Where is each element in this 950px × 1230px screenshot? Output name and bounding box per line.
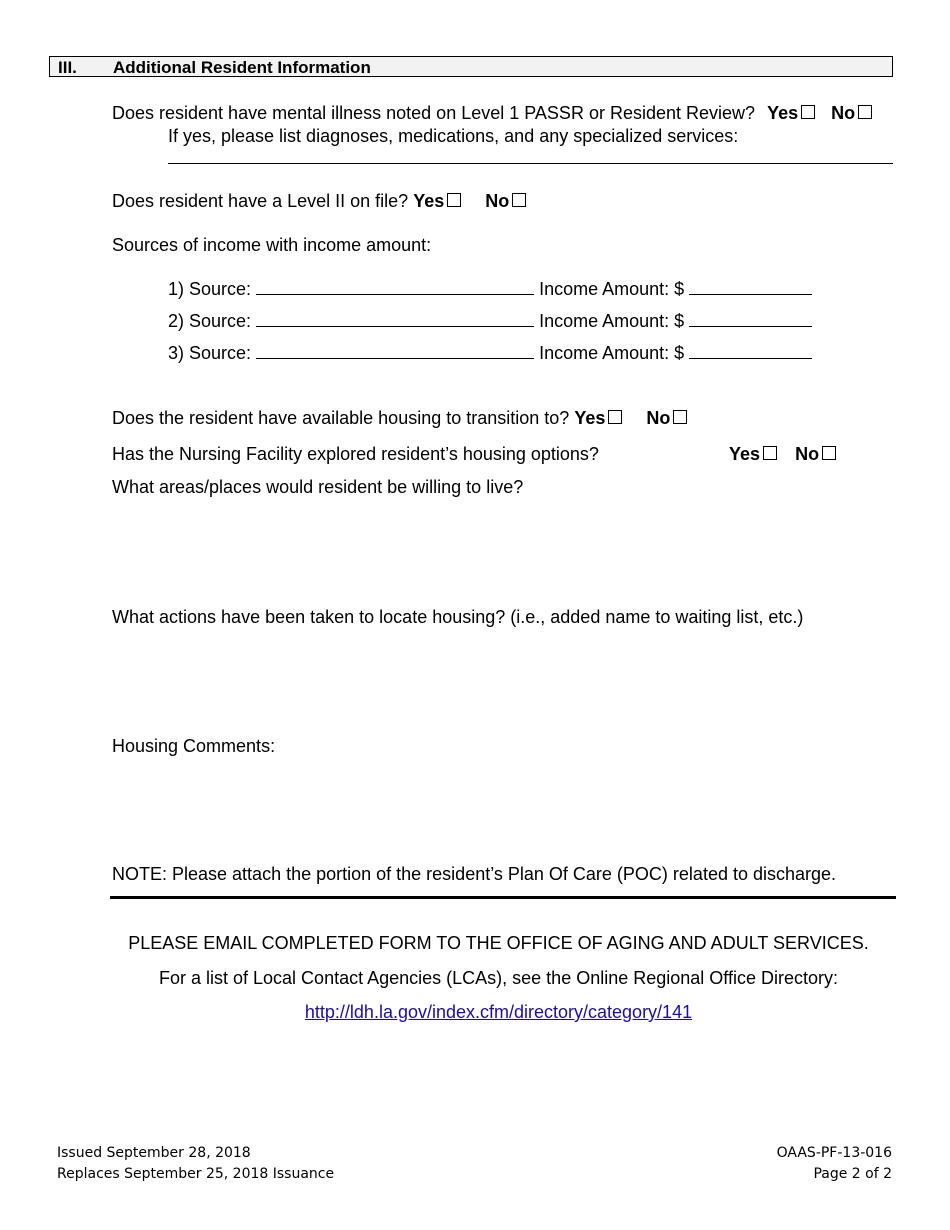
housing-explored-options <box>729 444 836 464</box>
diagnoses-input-line[interactable] <box>168 163 893 164</box>
housing-comments-field[interactable] <box>112 760 892 860</box>
footer-replaces: Replaces September 25, 2018 Issuance <box>57 1166 335 1182</box>
housing-explored-no-checkbox[interactable] <box>822 446 836 460</box>
areas-answer-field[interactable] <box>112 500 892 600</box>
actions-answer-field[interactable] <box>112 630 892 730</box>
income-amount-label: Income Amount: $ <box>539 311 685 331</box>
actions-question: What actions have been taken to locate housing? (i.e., added name to waiting list, etc.) <box>112 607 804 627</box>
income-source-input[interactable] <box>256 310 534 327</box>
mental-illness-no-checkbox[interactable] <box>858 105 872 119</box>
directory-link[interactable]: http://ldh.la.gov/index.cfm/directory/category/141 <box>304 1002 693 1022</box>
income-amount-input[interactable] <box>689 310 812 327</box>
income-row <box>168 278 812 299</box>
level-two-no-label: No <box>485 191 510 211</box>
income-source-input[interactable] <box>256 342 534 359</box>
income-heading: Sources of income with income amount: <box>112 235 432 255</box>
footer-issued: Issued September 28, 2018 <box>57 1145 251 1161</box>
housing-available-question <box>112 408 687 428</box>
housing-explored-yes-checkbox[interactable] <box>763 446 777 460</box>
income-amount-label: Income Amount: $ <box>539 279 685 299</box>
housing-explored-yes-label: Yes <box>729 444 761 464</box>
housing-available-yes-checkbox[interactable] <box>608 410 622 424</box>
income-row <box>168 310 812 331</box>
directory-link-wrap <box>0 1002 950 1022</box>
footer-form-id: OAAS-PF-13-016 <box>776 1145 892 1161</box>
income-amount-input[interactable] <box>689 342 812 359</box>
divider <box>110 896 896 899</box>
section-title: Additional Resident Information <box>113 58 371 77</box>
mental-illness-yes-checkbox[interactable] <box>801 105 815 119</box>
income-source-label: 1) Source: <box>168 279 252 299</box>
housing-available-yes-label: Yes <box>574 408 606 428</box>
lca-text: For a list of Local Contact Agencies (LCAs), see the Online Regional Office Directory: <box>159 968 838 988</box>
housing-available-no-checkbox[interactable] <box>673 410 687 424</box>
mental-illness-question-text: Does resident have mental illness noted on Level 1 PASSR or Resident Review? <box>112 103 756 123</box>
mental-illness-yes-label: Yes <box>767 103 799 123</box>
income-source-input[interactable] <box>256 278 534 295</box>
income-amount-input[interactable] <box>689 278 812 295</box>
housing-available-no-label: No <box>646 408 671 428</box>
note-text: NOTE: Please attach the portion of the resident’s Plan Of Care (POC) related to discharge. <box>112 864 837 884</box>
section-number: III. <box>58 58 77 77</box>
areas-question: What areas/places would resident be willing to live? <box>112 477 524 497</box>
footer-page-number: Page 2 of 2 <box>813 1166 892 1182</box>
income-amount-label: Income Amount: $ <box>539 343 685 363</box>
level-two-yes-label: Yes <box>413 191 445 211</box>
income-row <box>168 342 812 363</box>
mental-illness-followup: If yes, please list diagnoses, medications, and any specialized services: <box>168 126 739 146</box>
housing-explored-question-text: Has the Nursing Facility explored resident’s housing options? <box>112 444 599 464</box>
income-source-label: 3) Source: <box>168 343 252 363</box>
housing-comments-label: Housing Comments: <box>112 736 276 756</box>
mental-illness-question <box>112 103 872 123</box>
mental-illness-no-label: No <box>831 103 856 123</box>
level-two-yes-checkbox[interactable] <box>447 193 461 207</box>
housing-available-question-text: Does the resident have available housing to transition to? <box>112 408 570 428</box>
level-two-question <box>112 191 526 211</box>
housing-explored-no-label: No <box>795 444 820 464</box>
level-two-no-checkbox[interactable] <box>512 193 526 207</box>
email-instruction: PLEASE EMAIL COMPLETED FORM TO THE OFFICE OF AGING AND ADULT SERVICES. <box>128 933 869 953</box>
level-two-question-text: Does resident have a Level II on file? <box>112 191 409 211</box>
section-header <box>49 56 893 77</box>
income-source-label: 2) Source: <box>168 311 252 331</box>
